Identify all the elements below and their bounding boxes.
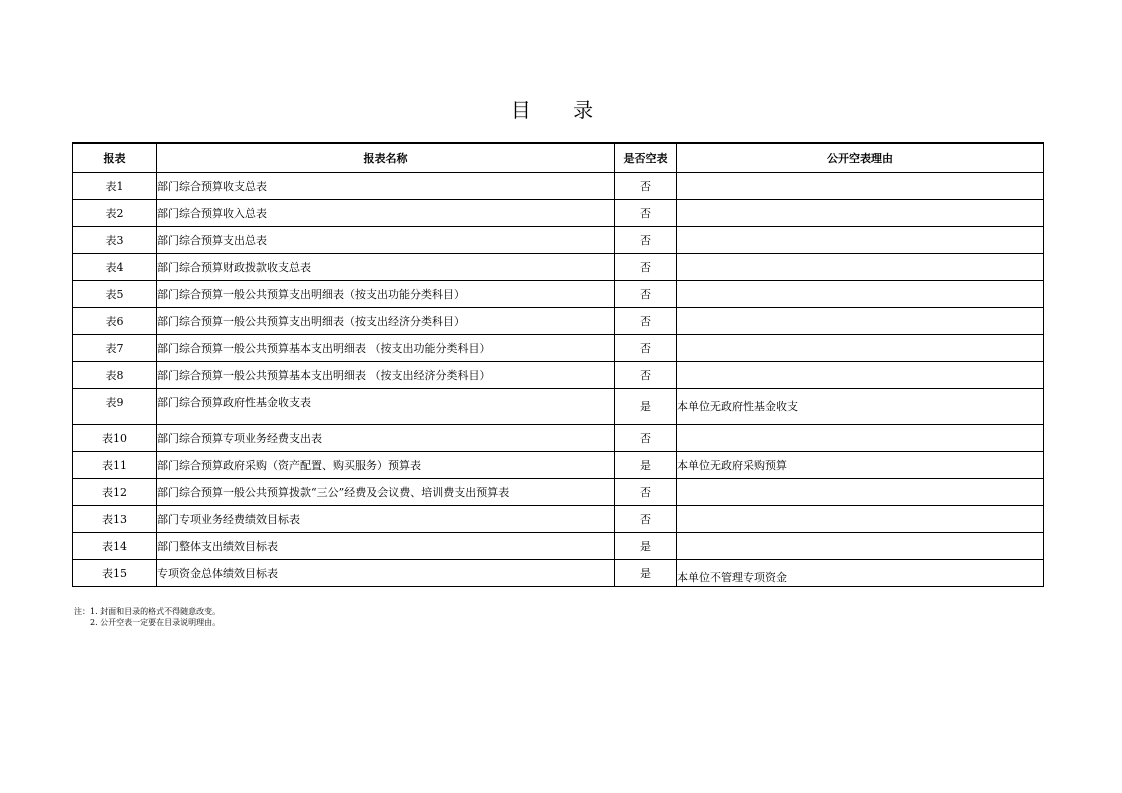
row-name: 部门综合预算支出总表 [157,227,615,254]
table-row [73,506,1044,533]
row-reason [677,200,1044,227]
row-reason: 本单位无政府性基金收支 [677,389,1044,425]
row-name: 部门综合预算政府采购（资产配置、购买服务）预算表 [157,452,615,479]
row-reason [677,479,1044,506]
row-code: 表4 [73,254,157,281]
row-code: 表6 [73,308,157,335]
row-is-empty: 否 [615,200,677,227]
row-reason [677,173,1044,200]
table-row [73,200,1044,227]
table-row [73,389,1044,425]
row-name: 部门综合预算一般公共预算支出明细表（按支出经济分类科目） [157,308,615,335]
row-code: 表14 [73,533,157,560]
row-name: 部门综合预算一般公共预算基本支出明细表 （按支出功能分类科目） [157,335,615,362]
row-name: 专项资金总体绩效目标表 [157,560,615,587]
table-row [73,227,1044,254]
row-code: 表3 [73,227,157,254]
row-name: 部门专项业务经费绩效目标表 [157,506,615,533]
row-name: 部门综合预算政府性基金收支表 [157,389,615,425]
table-row [73,425,1044,452]
row-is-empty: 是 [615,560,677,587]
row-is-empty: 否 [615,335,677,362]
row-name: 部门综合预算一般公共预算支出明细表（按支出功能分类科目） [157,281,615,308]
table-row [73,452,1044,479]
row-name: 部门综合预算收支总表 [157,173,615,200]
table-row [73,335,1044,362]
row-reason [677,425,1044,452]
row-code: 表1 [73,173,157,200]
table-row [73,308,1044,335]
row-name: 部门整体支出绩效目标表 [157,533,615,560]
table-row [73,362,1044,389]
table-row [73,173,1044,200]
row-reason [677,308,1044,335]
footnote-1: 注：1. 封面和目录的格式不得随意改变。 [74,607,221,616]
row-code: 表8 [73,362,157,389]
row-is-empty: 否 [615,281,677,308]
row-is-empty: 否 [615,227,677,254]
row-is-empty: 否 [615,425,677,452]
row-reason [677,281,1044,308]
row-code: 表2 [73,200,157,227]
row-is-empty: 否 [615,362,677,389]
row-code: 表9 [73,389,157,425]
row-code: 表12 [73,479,157,506]
footnotes [74,606,220,628]
row-reason [677,254,1044,281]
header-reason: 公开空表理由 [677,143,1044,173]
table-header-row [73,143,1044,173]
row-code: 表5 [73,281,157,308]
row-is-empty: 是 [615,389,677,425]
table-row [73,479,1044,506]
row-reason [677,533,1044,560]
row-reason [677,227,1044,254]
row-reason: 本单位无政府采购预算 [677,452,1044,479]
header-is-empty: 是否空表 [615,143,677,173]
page-title: 目 录 [510,98,612,122]
row-is-empty: 否 [615,308,677,335]
row-is-empty: 否 [615,479,677,506]
table-row [73,533,1044,560]
row-reason [677,506,1044,533]
row-is-empty: 是 [615,452,677,479]
row-is-empty: 否 [615,506,677,533]
footnote-2: 2. 公开空表一定要在目录说明理由。 [90,618,221,627]
row-code: 表13 [73,506,157,533]
catalog-table [72,142,1044,587]
row-is-empty: 否 [615,254,677,281]
row-reason [677,362,1044,389]
row-code: 表11 [73,452,157,479]
header-name: 报表名称 [157,143,615,173]
row-reason: 本单位不管理专项资金 [677,560,1044,587]
row-name: 部门综合预算财政拨款收支总表 [157,254,615,281]
header-code: 报表 [73,143,157,173]
row-name: 部门综合预算收入总表 [157,200,615,227]
row-reason [677,335,1044,362]
table-row [73,254,1044,281]
row-code: 表15 [73,560,157,587]
row-name: 部门综合预算专项业务经费支出表 [157,425,615,452]
row-name: 部门综合预算一般公共预算拨款“三公”经费及会议费、培训费支出预算表 [157,479,615,506]
row-name: 部门综合预算一般公共预算基本支出明细表 （按支出经济分类科目） [157,362,615,389]
table-row [73,560,1044,587]
table-row [73,281,1044,308]
row-code: 表10 [73,425,157,452]
row-is-empty: 否 [615,173,677,200]
row-code: 表7 [73,335,157,362]
row-is-empty: 是 [615,533,677,560]
